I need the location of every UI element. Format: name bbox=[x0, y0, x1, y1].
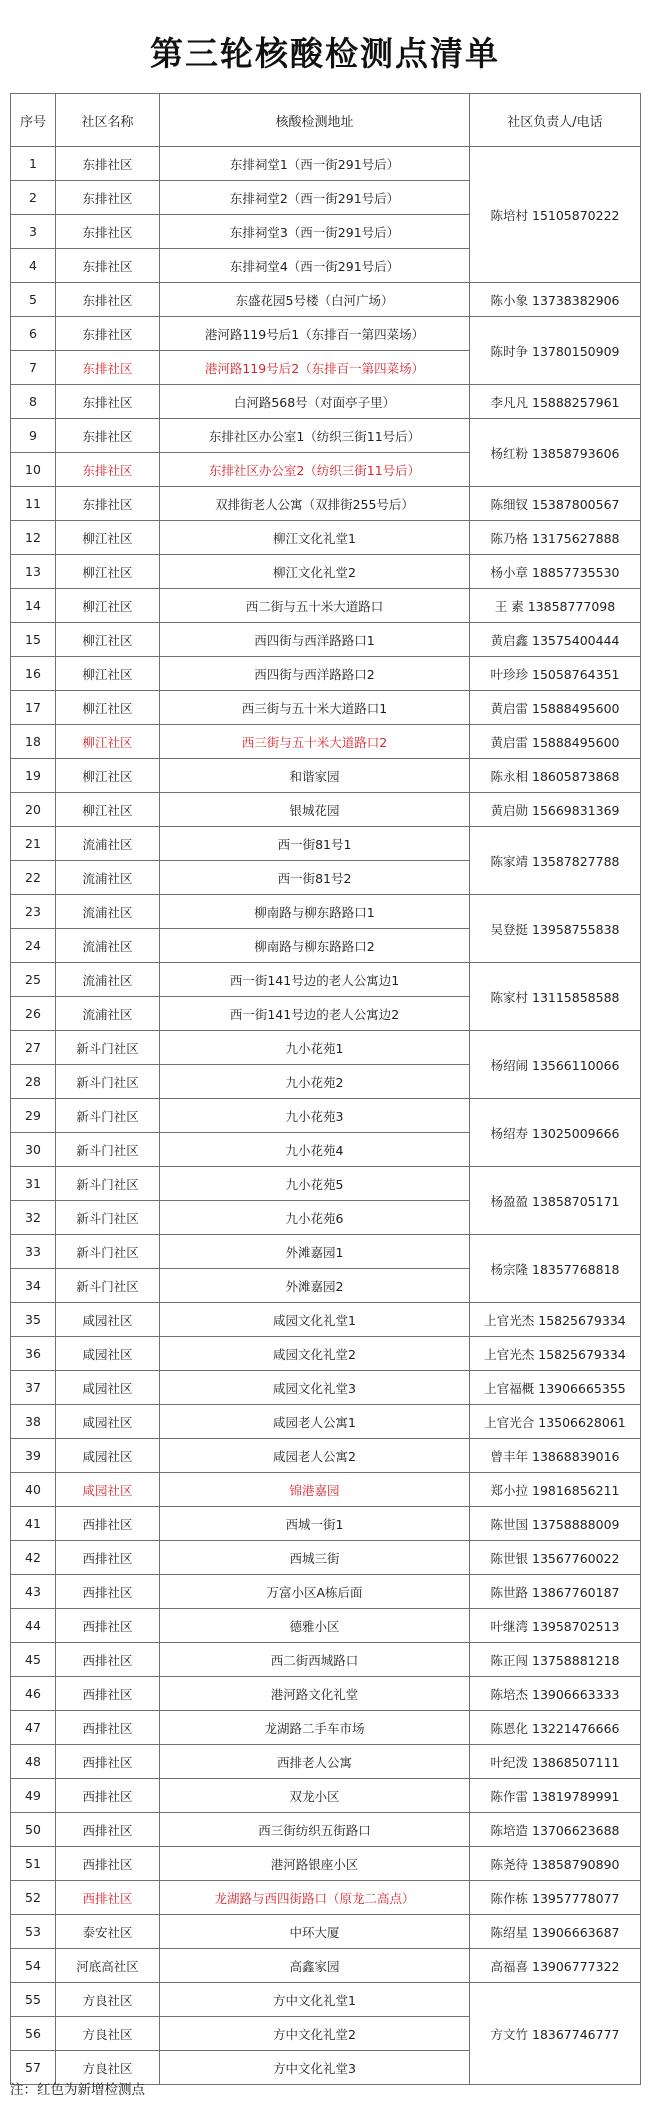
row-address: 九小花苑3 bbox=[160, 1099, 470, 1133]
row-community: 咸园社区 bbox=[56, 1473, 160, 1507]
row-community: 咸园社区 bbox=[56, 1405, 160, 1439]
row-address: 高鑫家园 bbox=[160, 1949, 470, 1983]
table-body bbox=[11, 147, 641, 2085]
row-index: 42 bbox=[11, 1541, 56, 1575]
table-row bbox=[11, 895, 641, 929]
row-address: 柳江文化礼堂1 bbox=[160, 521, 470, 555]
table-row bbox=[11, 1609, 641, 1643]
row-index: 53 bbox=[11, 1915, 56, 1949]
row-address: 西四街与西洋路路口1 bbox=[160, 623, 470, 657]
table-row bbox=[11, 1881, 641, 1915]
row-index: 22 bbox=[11, 861, 56, 895]
row-address: 西三街与五十米大道路口2 bbox=[160, 725, 470, 759]
row-community: 咸园社区 bbox=[56, 1337, 160, 1371]
table-row bbox=[11, 1779, 641, 1813]
table-row bbox=[11, 1915, 641, 1949]
row-contact: 陈作雷 13819789991 bbox=[470, 1779, 641, 1813]
row-contact: 陈恩化 13221476666 bbox=[470, 1711, 641, 1745]
row-address: 西一街141号边的老人公寓边1 bbox=[160, 963, 470, 997]
table-row bbox=[11, 1235, 641, 1269]
row-address: 白河路568号（对面亭子里） bbox=[160, 385, 470, 419]
row-index: 50 bbox=[11, 1813, 56, 1847]
row-contact: 陈培村 15105870222 bbox=[470, 147, 641, 283]
table-row bbox=[11, 147, 641, 181]
row-contact: 高福喜 13906777322 bbox=[470, 1949, 641, 1983]
row-address: 双排街老人公寓（双排街255号后） bbox=[160, 487, 470, 521]
table-row bbox=[11, 1847, 641, 1881]
row-index: 11 bbox=[11, 487, 56, 521]
row-community: 流浦社区 bbox=[56, 861, 160, 895]
row-contact: 陈家靖 13587827788 bbox=[470, 827, 641, 895]
row-community: 新斗门社区 bbox=[56, 1235, 160, 1269]
table-row bbox=[11, 521, 641, 555]
row-index: 48 bbox=[11, 1745, 56, 1779]
table-row bbox=[11, 1541, 641, 1575]
table-row bbox=[11, 1643, 641, 1677]
table-header-row bbox=[11, 94, 641, 147]
row-address: 九小花苑2 bbox=[160, 1065, 470, 1099]
row-community: 新斗门社区 bbox=[56, 1133, 160, 1167]
row-address: 和谐家园 bbox=[160, 759, 470, 793]
row-address: 西城一街1 bbox=[160, 1507, 470, 1541]
row-community: 东排社区 bbox=[56, 249, 160, 283]
row-address: 东排祠堂4（西一街291号后） bbox=[160, 249, 470, 283]
row-index: 56 bbox=[11, 2017, 56, 2051]
row-community: 柳江社区 bbox=[56, 691, 160, 725]
table-row bbox=[11, 759, 641, 793]
row-contact: 陈世银 13567760022 bbox=[470, 1541, 641, 1575]
row-address: 西二街西城路口 bbox=[160, 1643, 470, 1677]
row-address: 九小花苑4 bbox=[160, 1133, 470, 1167]
table-row bbox=[11, 725, 641, 759]
row-address: 外滩嘉园1 bbox=[160, 1235, 470, 1269]
row-community: 西排社区 bbox=[56, 1507, 160, 1541]
row-contact: 陈家村 13115858588 bbox=[470, 963, 641, 1031]
row-index: 52 bbox=[11, 1881, 56, 1915]
row-contact: 王 素 13858777098 bbox=[470, 589, 641, 623]
row-address: 东排祠堂3（西一街291号后） bbox=[160, 215, 470, 249]
row-contact: 黄启勋 15669831369 bbox=[470, 793, 641, 827]
row-index: 29 bbox=[11, 1099, 56, 1133]
row-community: 柳江社区 bbox=[56, 521, 160, 555]
row-index: 45 bbox=[11, 1643, 56, 1677]
row-index: 16 bbox=[11, 657, 56, 691]
row-contact: 陈细钗 15387800567 bbox=[470, 487, 641, 521]
row-community: 东排社区 bbox=[56, 283, 160, 317]
row-community: 西排社区 bbox=[56, 1745, 160, 1779]
row-contact: 黄启雷 15888495600 bbox=[470, 691, 641, 725]
row-community: 咸园社区 bbox=[56, 1303, 160, 1337]
row-index: 35 bbox=[11, 1303, 56, 1337]
row-community: 西排社区 bbox=[56, 1711, 160, 1745]
row-contact: 杨宗隆 18357768818 bbox=[470, 1235, 641, 1303]
row-community: 东排社区 bbox=[56, 181, 160, 215]
row-index: 26 bbox=[11, 997, 56, 1031]
row-contact: 上官光杰 15825679334 bbox=[470, 1303, 641, 1337]
row-address: 咸园文化礼堂2 bbox=[160, 1337, 470, 1371]
row-contact: 杨绍寿 13025009666 bbox=[470, 1099, 641, 1167]
table-row bbox=[11, 1439, 641, 1473]
header-contact: 社区负责人/电话 bbox=[470, 94, 641, 147]
row-address: 咸园老人公寓2 bbox=[160, 1439, 470, 1473]
row-community: 东排社区 bbox=[56, 317, 160, 351]
row-community: 西排社区 bbox=[56, 1643, 160, 1677]
row-address: 龙湖路与西四街路口（原龙二高点） bbox=[160, 1881, 470, 1915]
table-row bbox=[11, 691, 641, 725]
row-index: 19 bbox=[11, 759, 56, 793]
row-address: 西三街与五十米大道路口1 bbox=[160, 691, 470, 725]
row-contact: 杨红粉 13858793606 bbox=[470, 419, 641, 487]
row-contact: 郑小拉 19816856211 bbox=[470, 1473, 641, 1507]
row-index: 51 bbox=[11, 1847, 56, 1881]
row-community: 东排社区 bbox=[56, 487, 160, 521]
row-index: 30 bbox=[11, 1133, 56, 1167]
row-contact: 杨盈盈 13858705171 bbox=[470, 1167, 641, 1235]
row-address: 德雅小区 bbox=[160, 1609, 470, 1643]
row-address: 东排社区办公室2（纺织三街11号后） bbox=[160, 453, 470, 487]
row-address: 九小花苑1 bbox=[160, 1031, 470, 1065]
header-index: 序号 bbox=[11, 94, 56, 147]
row-address: 九小花苑5 bbox=[160, 1167, 470, 1201]
table-row bbox=[11, 1949, 641, 1983]
row-community: 流浦社区 bbox=[56, 929, 160, 963]
row-community: 方良社区 bbox=[56, 1983, 160, 2017]
row-contact: 上官光合 13506628061 bbox=[470, 1405, 641, 1439]
row-index: 54 bbox=[11, 1949, 56, 1983]
row-community: 新斗门社区 bbox=[56, 1099, 160, 1133]
row-address: 港河路银座小区 bbox=[160, 1847, 470, 1881]
table-row bbox=[11, 1337, 641, 1371]
row-contact: 上官福概 13906665355 bbox=[470, 1371, 641, 1405]
table-row bbox=[11, 1303, 641, 1337]
row-address: 万富小区A栋后面 bbox=[160, 1575, 470, 1609]
row-index: 25 bbox=[11, 963, 56, 997]
row-address: 龙湖路二手车市场 bbox=[160, 1711, 470, 1745]
table-row bbox=[11, 1473, 641, 1507]
row-address: 西三街纺织五街路口 bbox=[160, 1813, 470, 1847]
table-row bbox=[11, 1711, 641, 1745]
row-address: 西四街与西洋路路口2 bbox=[160, 657, 470, 691]
row-community: 新斗门社区 bbox=[56, 1167, 160, 1201]
row-community: 新斗门社区 bbox=[56, 1269, 160, 1303]
row-community: 方良社区 bbox=[56, 2051, 160, 2085]
row-index: 36 bbox=[11, 1337, 56, 1371]
row-community: 新斗门社区 bbox=[56, 1031, 160, 1065]
row-index: 3 bbox=[11, 215, 56, 249]
row-contact: 陈世国 13758888009 bbox=[470, 1507, 641, 1541]
row-index: 39 bbox=[11, 1439, 56, 1473]
table-row bbox=[11, 657, 641, 691]
row-index: 18 bbox=[11, 725, 56, 759]
row-contact: 陈培杰 13906663333 bbox=[470, 1677, 641, 1711]
table-row bbox=[11, 1983, 641, 2017]
row-community: 东排社区 bbox=[56, 215, 160, 249]
row-address: 港河路119号后1（东排百一第四菜场） bbox=[160, 317, 470, 351]
row-index: 55 bbox=[11, 1983, 56, 2017]
row-community: 西排社区 bbox=[56, 1813, 160, 1847]
row-address: 九小花苑6 bbox=[160, 1201, 470, 1235]
row-community: 西排社区 bbox=[56, 1575, 160, 1609]
row-community: 西排社区 bbox=[56, 1881, 160, 1915]
row-contact: 杨小章 18857735530 bbox=[470, 555, 641, 589]
row-index: 46 bbox=[11, 1677, 56, 1711]
row-contact: 陈尧待 13858790890 bbox=[470, 1847, 641, 1881]
row-community: 咸园社区 bbox=[56, 1371, 160, 1405]
row-community: 柳江社区 bbox=[56, 793, 160, 827]
row-index: 31 bbox=[11, 1167, 56, 1201]
row-community: 西排社区 bbox=[56, 1677, 160, 1711]
row-index: 33 bbox=[11, 1235, 56, 1269]
row-community: 咸园社区 bbox=[56, 1439, 160, 1473]
row-address: 东排祠堂1（西一街291号后） bbox=[160, 147, 470, 181]
row-address: 咸园文化礼堂1 bbox=[160, 1303, 470, 1337]
table-row bbox=[11, 1099, 641, 1133]
row-address: 东排社区办公室1（纺织三街11号后） bbox=[160, 419, 470, 453]
row-community: 西排社区 bbox=[56, 1609, 160, 1643]
row-community: 东排社区 bbox=[56, 419, 160, 453]
row-address: 西排老人公寓 bbox=[160, 1745, 470, 1779]
row-community: 柳江社区 bbox=[56, 759, 160, 793]
row-contact: 陈时争 13780150909 bbox=[470, 317, 641, 385]
table-row bbox=[11, 1575, 641, 1609]
row-contact: 吴登挺 13958755838 bbox=[470, 895, 641, 963]
row-index: 27 bbox=[11, 1031, 56, 1065]
row-address: 外滩嘉园2 bbox=[160, 1269, 470, 1303]
row-index: 34 bbox=[11, 1269, 56, 1303]
row-contact: 陈世路 13867760187 bbox=[470, 1575, 641, 1609]
row-address: 锦港嘉园 bbox=[160, 1473, 470, 1507]
table-row bbox=[11, 793, 641, 827]
row-community: 东排社区 bbox=[56, 351, 160, 385]
table-row bbox=[11, 1677, 641, 1711]
row-community: 河底高社区 bbox=[56, 1949, 160, 1983]
row-address: 西城三街 bbox=[160, 1541, 470, 1575]
table-row bbox=[11, 623, 641, 657]
row-address: 双龙小区 bbox=[160, 1779, 470, 1813]
page-title: 第三轮核酸检测点清单 bbox=[150, 34, 500, 73]
row-address: 西二街与五十米大道路口 bbox=[160, 589, 470, 623]
row-index: 57 bbox=[11, 2051, 56, 2085]
row-index: 13 bbox=[11, 555, 56, 589]
table-row bbox=[11, 385, 641, 419]
table-row bbox=[11, 1167, 641, 1201]
row-contact: 叶纪泼 13868507111 bbox=[470, 1745, 641, 1779]
row-community: 东排社区 bbox=[56, 385, 160, 419]
row-contact: 陈乃格 13175627888 bbox=[470, 521, 641, 555]
table-row bbox=[11, 317, 641, 351]
row-contact: 方文竹 18367746777 bbox=[470, 1983, 641, 2085]
header-community: 社区名称 bbox=[56, 94, 160, 147]
testing-site-table bbox=[10, 93, 641, 2085]
table-row bbox=[11, 1031, 641, 1065]
row-address: 西一街81号2 bbox=[160, 861, 470, 895]
row-contact: 叶继湾 13958702513 bbox=[470, 1609, 641, 1643]
row-community: 东排社区 bbox=[56, 453, 160, 487]
table-row bbox=[11, 283, 641, 317]
row-contact: 黄启鑫 13575400444 bbox=[470, 623, 641, 657]
row-community: 流浦社区 bbox=[56, 963, 160, 997]
row-address: 柳南路与柳东路路口1 bbox=[160, 895, 470, 929]
row-contact: 杨绍闹 13566110066 bbox=[470, 1031, 641, 1099]
table-row bbox=[11, 555, 641, 589]
table-row bbox=[11, 827, 641, 861]
row-contact: 陈小象 13738382906 bbox=[470, 283, 641, 317]
row-index: 7 bbox=[11, 351, 56, 385]
row-address: 咸园文化礼堂3 bbox=[160, 1371, 470, 1405]
row-community: 柳江社区 bbox=[56, 657, 160, 691]
row-index: 47 bbox=[11, 1711, 56, 1745]
row-address: 中环大厦 bbox=[160, 1915, 470, 1949]
row-index: 17 bbox=[11, 691, 56, 725]
row-address: 方中文化礼堂2 bbox=[160, 2017, 470, 2051]
row-contact: 黄启雷 15888495600 bbox=[470, 725, 641, 759]
row-address: 港河路文化礼堂 bbox=[160, 1677, 470, 1711]
row-index: 21 bbox=[11, 827, 56, 861]
table-row bbox=[11, 1405, 641, 1439]
row-community: 流浦社区 bbox=[56, 827, 160, 861]
row-index: 4 bbox=[11, 249, 56, 283]
row-contact: 陈作栋 13957778077 bbox=[470, 1881, 641, 1915]
row-address: 港河路119号后2（东排百一第四菜场） bbox=[160, 351, 470, 385]
row-index: 37 bbox=[11, 1371, 56, 1405]
row-index: 23 bbox=[11, 895, 56, 929]
row-index: 10 bbox=[11, 453, 56, 487]
row-index: 20 bbox=[11, 793, 56, 827]
row-contact: 叶珍珍 15058764351 bbox=[470, 657, 641, 691]
table-row bbox=[11, 419, 641, 453]
row-community: 流浦社区 bbox=[56, 895, 160, 929]
row-address: 柳南路与柳东路路口2 bbox=[160, 929, 470, 963]
row-index: 2 bbox=[11, 181, 56, 215]
row-index: 41 bbox=[11, 1507, 56, 1541]
row-address: 银城花园 bbox=[160, 793, 470, 827]
row-community: 泰安社区 bbox=[56, 1915, 160, 1949]
row-address: 东盛花园5号楼（白河广场） bbox=[160, 283, 470, 317]
row-address: 东排祠堂2（西一街291号后） bbox=[160, 181, 470, 215]
row-index: 8 bbox=[11, 385, 56, 419]
table-row bbox=[11, 1813, 641, 1847]
row-contact: 上官光杰 15825679334 bbox=[470, 1337, 641, 1371]
row-address: 西一街81号1 bbox=[160, 827, 470, 861]
row-contact: 李凡凡 15888257961 bbox=[470, 385, 641, 419]
table-row bbox=[11, 1507, 641, 1541]
row-contact: 陈永相 18605873868 bbox=[470, 759, 641, 793]
row-index: 43 bbox=[11, 1575, 56, 1609]
footnote: 注：红色为新增检测点 bbox=[10, 2082, 145, 2098]
row-community: 新斗门社区 bbox=[56, 1201, 160, 1235]
row-address: 方中文化礼堂3 bbox=[160, 2051, 470, 2085]
row-index: 28 bbox=[11, 1065, 56, 1099]
row-community: 西排社区 bbox=[56, 1847, 160, 1881]
table-row bbox=[11, 963, 641, 997]
row-index: 15 bbox=[11, 623, 56, 657]
row-index: 14 bbox=[11, 589, 56, 623]
row-index: 24 bbox=[11, 929, 56, 963]
row-community: 东排社区 bbox=[56, 147, 160, 181]
row-community: 流浦社区 bbox=[56, 997, 160, 1031]
row-index: 38 bbox=[11, 1405, 56, 1439]
row-contact: 曾丰年 13868839016 bbox=[470, 1439, 641, 1473]
row-index: 9 bbox=[11, 419, 56, 453]
table-row bbox=[11, 1745, 641, 1779]
row-index: 1 bbox=[11, 147, 56, 181]
row-index: 49 bbox=[11, 1779, 56, 1813]
row-index: 44 bbox=[11, 1609, 56, 1643]
row-index: 32 bbox=[11, 1201, 56, 1235]
header-address: 核酸检测地址 bbox=[160, 94, 470, 147]
row-contact: 陈正闯 13758881218 bbox=[470, 1643, 641, 1677]
row-community: 西排社区 bbox=[56, 1541, 160, 1575]
row-contact: 陈绍星 13906663687 bbox=[470, 1915, 641, 1949]
table-row bbox=[11, 589, 641, 623]
row-address: 西一街141号边的老人公寓边2 bbox=[160, 997, 470, 1031]
row-index: 6 bbox=[11, 317, 56, 351]
table-row bbox=[11, 1371, 641, 1405]
row-contact: 陈培造 13706623688 bbox=[470, 1813, 641, 1847]
row-community: 柳江社区 bbox=[56, 589, 160, 623]
row-community: 柳江社区 bbox=[56, 725, 160, 759]
row-index: 5 bbox=[11, 283, 56, 317]
row-address: 咸园老人公寓1 bbox=[160, 1405, 470, 1439]
row-community: 柳江社区 bbox=[56, 555, 160, 589]
row-address: 柳江文化礼堂2 bbox=[160, 555, 470, 589]
table-row bbox=[11, 487, 641, 521]
row-community: 新斗门社区 bbox=[56, 1065, 160, 1099]
row-community: 柳江社区 bbox=[56, 623, 160, 657]
row-address: 方中文化礼堂1 bbox=[160, 1983, 470, 2017]
row-index: 12 bbox=[11, 521, 56, 555]
row-community: 方良社区 bbox=[56, 2017, 160, 2051]
row-community: 西排社区 bbox=[56, 1779, 160, 1813]
row-index: 40 bbox=[11, 1473, 56, 1507]
